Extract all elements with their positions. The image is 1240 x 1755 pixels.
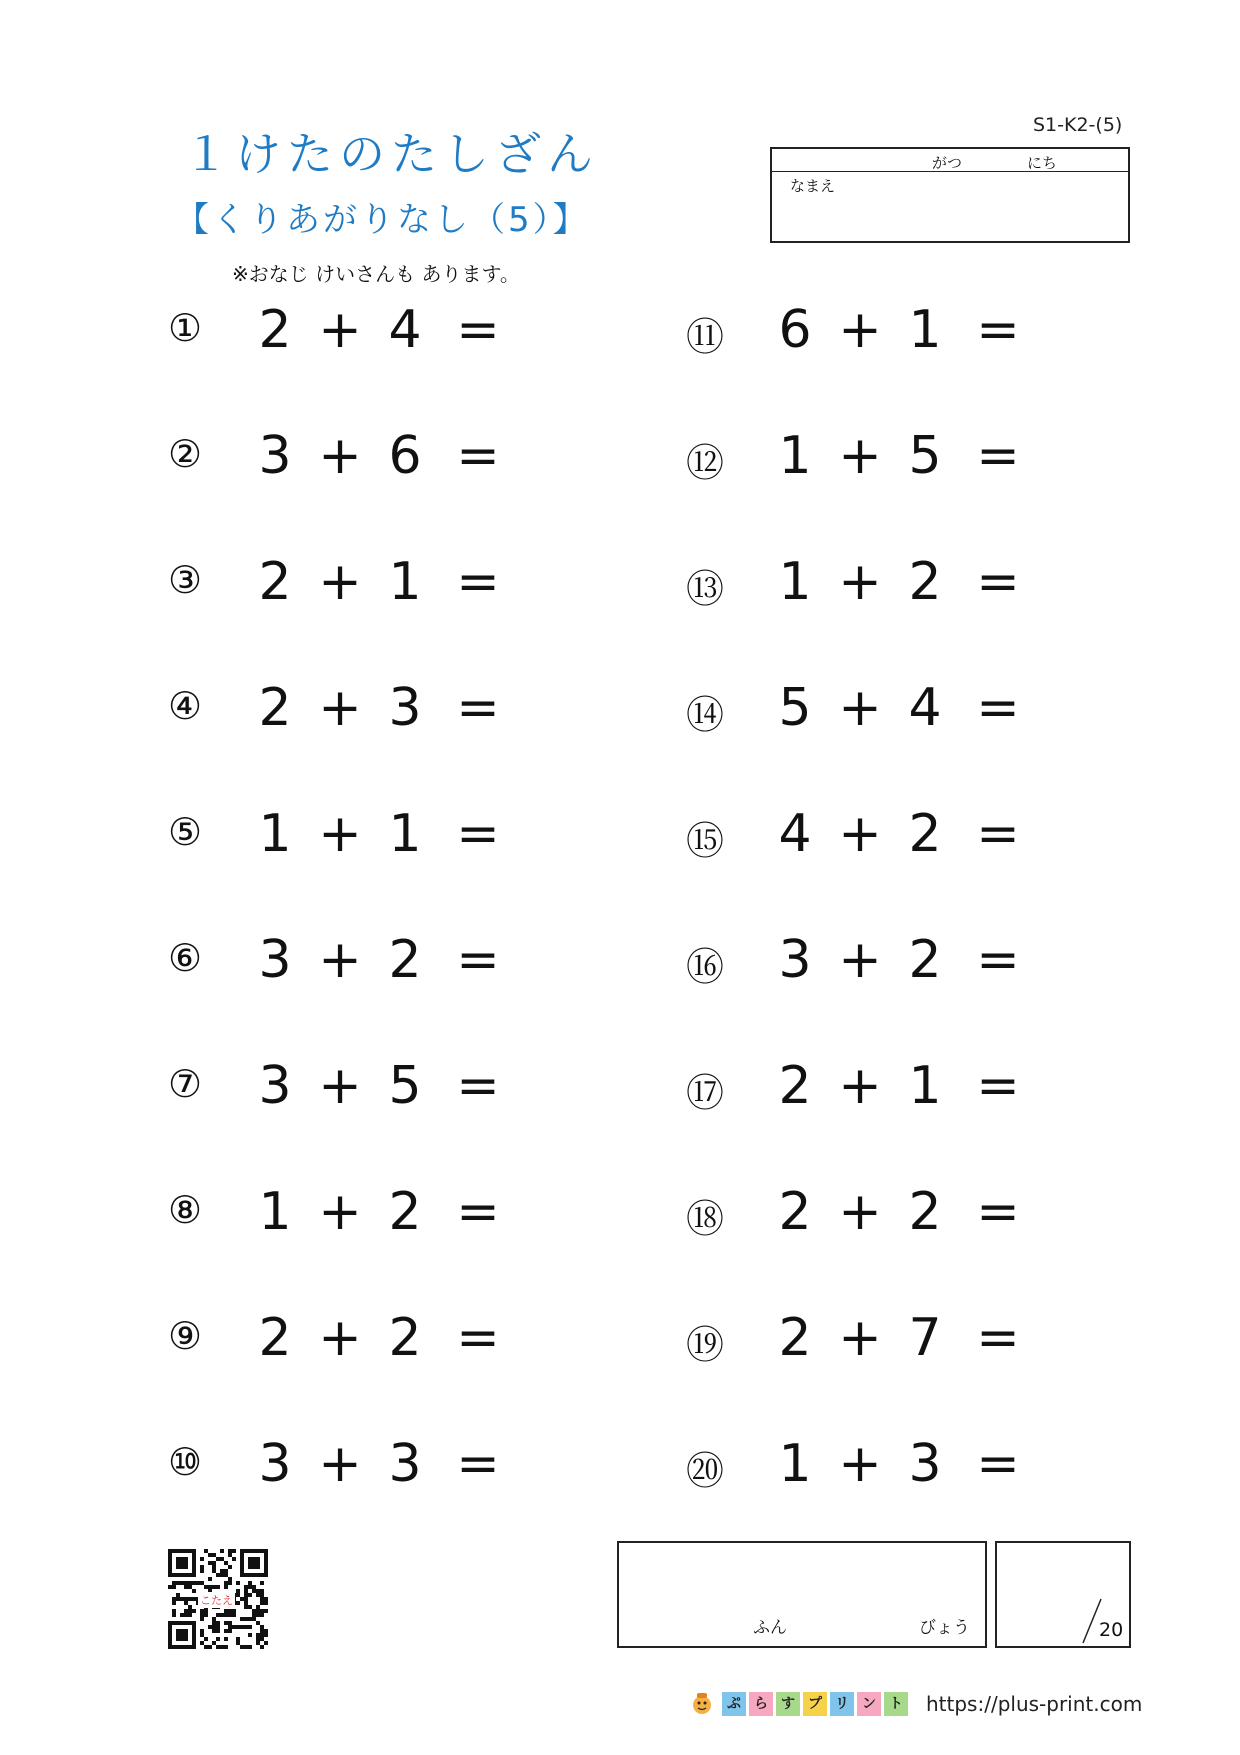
plus-sign: +: [838, 804, 882, 864]
problem-number: ⑦: [167, 1062, 203, 1106]
plus-sign: +: [318, 1434, 362, 1494]
problem-number: ④: [167, 684, 203, 728]
problem-number: ⑤: [167, 810, 203, 854]
problem-item: [675, 804, 1075, 874]
score-total: 20: [1099, 1619, 1124, 1641]
addend-b: 3: [388, 1434, 422, 1494]
problem-expression: [765, 1056, 1033, 1116]
plus-sign: +: [318, 930, 362, 990]
equals-sign: =: [456, 300, 500, 360]
equals-sign: =: [456, 1182, 500, 1242]
addend-a: 1: [778, 426, 812, 486]
plus-sign: +: [318, 1308, 362, 1368]
problem-item: [155, 426, 555, 496]
minutes-label: ふん: [753, 1618, 787, 1638]
score-box[interactable]: [995, 1541, 1131, 1648]
brand-tile: ン: [857, 1692, 881, 1716]
plus-sign: +: [838, 300, 882, 360]
problem-expression: [245, 930, 513, 990]
equals-sign: =: [976, 1308, 1020, 1368]
addend-a: 5: [778, 678, 812, 738]
problem-item: [675, 1434, 1075, 1504]
problem-item: [155, 930, 555, 1000]
brand-tile: プ: [803, 1692, 827, 1716]
addend-b: 2: [388, 1308, 422, 1368]
qr-answer-label: こたえ: [200, 1594, 233, 1607]
name-date-box[interactable]: [770, 147, 1130, 243]
plus-sign: +: [838, 426, 882, 486]
equals-sign: =: [456, 678, 500, 738]
problem-item: [675, 300, 1075, 370]
problem-item: [155, 1182, 555, 1252]
mascot-icon: [688, 1690, 716, 1718]
problem-item: [155, 552, 555, 622]
equals-sign: =: [456, 930, 500, 990]
plus-sign: +: [838, 1182, 882, 1242]
addend-b: 1: [388, 804, 422, 864]
brand-tile: ら: [749, 1692, 773, 1716]
addend-a: 3: [258, 426, 292, 486]
addend-b: 2: [908, 1182, 942, 1242]
problem-number: ⑲: [685, 1323, 724, 1367]
problem-expression: [765, 552, 1033, 612]
addend-b: 1: [908, 300, 942, 360]
problem-number: ⑭: [685, 693, 724, 737]
addend-b: 2: [388, 1182, 422, 1242]
equals-sign: =: [456, 426, 500, 486]
addend-a: 3: [778, 930, 812, 990]
day-label: にち: [1027, 154, 1058, 172]
addend-a: 4: [778, 804, 812, 864]
problem-number: ⑧: [167, 1188, 203, 1232]
problem-number: ⑱: [685, 1197, 724, 1241]
plus-sign: +: [318, 300, 362, 360]
seconds-label: びょう: [919, 1618, 970, 1638]
equals-sign: =: [976, 930, 1020, 990]
plus-sign: +: [318, 804, 362, 864]
problem-item: [675, 552, 1075, 622]
addend-a: 2: [778, 1182, 812, 1242]
plus-sign: +: [838, 1056, 882, 1116]
problem-expression: [245, 300, 513, 360]
problem-expression: [245, 426, 513, 486]
problem-number: ⑫: [685, 441, 724, 485]
problem-number: ②: [167, 432, 203, 476]
problem-expression: [245, 552, 513, 612]
equals-sign: =: [976, 1182, 1020, 1242]
equals-sign: =: [976, 1056, 1020, 1116]
problem-number: ⑬: [685, 567, 724, 611]
problem-item: [675, 678, 1075, 748]
problem-expression: [245, 1182, 513, 1242]
worksheet-code: S1-K2-(5): [1033, 114, 1123, 136]
plus-sign: +: [318, 1182, 362, 1242]
problem-expression: [245, 1308, 513, 1368]
plus-sign: +: [318, 678, 362, 738]
answer-qr-code[interactable]: [168, 1548, 268, 1650]
brand-tile: す: [776, 1692, 800, 1716]
addend-b: 4: [388, 300, 422, 360]
problem-expression: [765, 930, 1033, 990]
addend-a: 2: [258, 552, 292, 612]
problem-expression: [765, 1308, 1033, 1368]
month-label: がつ: [932, 154, 963, 172]
worksheet-title: １けたのたしざん: [183, 127, 599, 181]
addend-a: 3: [258, 1056, 292, 1116]
equals-sign: =: [976, 1434, 1020, 1494]
worksheet-subtitle: 【くりあがりなし（5）】: [175, 200, 590, 240]
equals-sign: =: [976, 678, 1020, 738]
brand-tile: ト: [884, 1692, 908, 1716]
problem-expression: [245, 1056, 513, 1116]
addend-a: 2: [258, 300, 292, 360]
brand-logo: [722, 1692, 911, 1716]
equals-sign: =: [456, 804, 500, 864]
addend-b: 2: [388, 930, 422, 990]
plus-sign: +: [838, 678, 882, 738]
addend-b: 4: [908, 678, 942, 738]
problem-number: ⑥: [167, 936, 203, 980]
equals-sign: =: [456, 1434, 500, 1494]
addend-b: 5: [388, 1056, 422, 1116]
addend-a: 1: [258, 804, 292, 864]
equals-sign: =: [976, 300, 1020, 360]
addend-b: 5: [908, 426, 942, 486]
equals-sign: =: [456, 1056, 500, 1116]
problem-item: [155, 1308, 555, 1378]
problem-expression: [765, 300, 1033, 360]
equals-sign: =: [976, 552, 1020, 612]
name-label: なまえ: [790, 177, 836, 195]
problem-item: [675, 930, 1075, 1000]
problem-expression: [765, 1182, 1033, 1242]
plus-sign: +: [838, 1308, 882, 1368]
problem-item: [675, 426, 1075, 496]
brand-tile: ぷ: [722, 1692, 746, 1716]
problem-number: ⑯: [685, 945, 724, 989]
problem-item: [155, 678, 555, 748]
addend-a: 6: [778, 300, 812, 360]
plus-sign: +: [318, 426, 362, 486]
problem-item: [155, 1056, 555, 1126]
equals-sign: =: [456, 552, 500, 612]
problem-item: [155, 1434, 555, 1504]
problem-item: [675, 1182, 1075, 1252]
addend-b: 3: [388, 678, 422, 738]
addend-b: 3: [908, 1434, 942, 1494]
site-url[interactable]: https://plus-print.com: [926, 1692, 1143, 1716]
problem-expression: [765, 1434, 1033, 1494]
equals-sign: =: [456, 1308, 500, 1368]
problem-expression: [245, 1434, 513, 1494]
addend-a: 3: [258, 930, 292, 990]
addend-a: 1: [778, 552, 812, 612]
problem-number: ⑰: [685, 1071, 724, 1115]
addend-a: 1: [258, 1182, 292, 1242]
problem-expression: [245, 804, 513, 864]
worksheet-note: ※おなじ けいさんも あります。: [232, 262, 520, 286]
equals-sign: =: [976, 426, 1020, 486]
addend-b: 1: [388, 552, 422, 612]
plus-sign: +: [838, 552, 882, 612]
time-box[interactable]: [617, 1541, 987, 1648]
addend-b: 1: [908, 1056, 942, 1116]
addend-a: 2: [778, 1308, 812, 1368]
addend-b: 2: [908, 804, 942, 864]
plus-sign: +: [838, 1434, 882, 1494]
addend-a: 2: [258, 1308, 292, 1368]
problem-item: [675, 1056, 1075, 1126]
problem-number: ⑮: [685, 819, 724, 863]
plus-sign: +: [318, 1056, 362, 1116]
problem-item: [675, 1308, 1075, 1378]
addend-b: 7: [908, 1308, 942, 1368]
problem-number: ⑨: [167, 1314, 203, 1358]
problem-expression: [245, 678, 513, 738]
problem-number: ③: [167, 558, 203, 602]
problem-number: ⑳: [685, 1449, 724, 1493]
addend-a: 2: [778, 1056, 812, 1116]
problem-expression: [765, 678, 1033, 738]
problem-expression: [765, 804, 1033, 864]
problem-expression: [765, 426, 1033, 486]
problem-item: [155, 300, 555, 370]
equals-sign: =: [976, 804, 1020, 864]
addend-b: 6: [388, 426, 422, 486]
problem-number: ①: [167, 306, 203, 350]
addend-b: 2: [908, 930, 942, 990]
problem-number: ⑪: [685, 315, 724, 359]
addend-a: 1: [778, 1434, 812, 1494]
problem-number: ⑩: [167, 1440, 203, 1484]
plus-sign: +: [318, 552, 362, 612]
addend-b: 2: [908, 552, 942, 612]
plus-sign: +: [838, 930, 882, 990]
problem-item: [155, 804, 555, 874]
addend-a: 2: [258, 678, 292, 738]
addend-a: 3: [258, 1434, 292, 1494]
brand-tile: リ: [830, 1692, 854, 1716]
